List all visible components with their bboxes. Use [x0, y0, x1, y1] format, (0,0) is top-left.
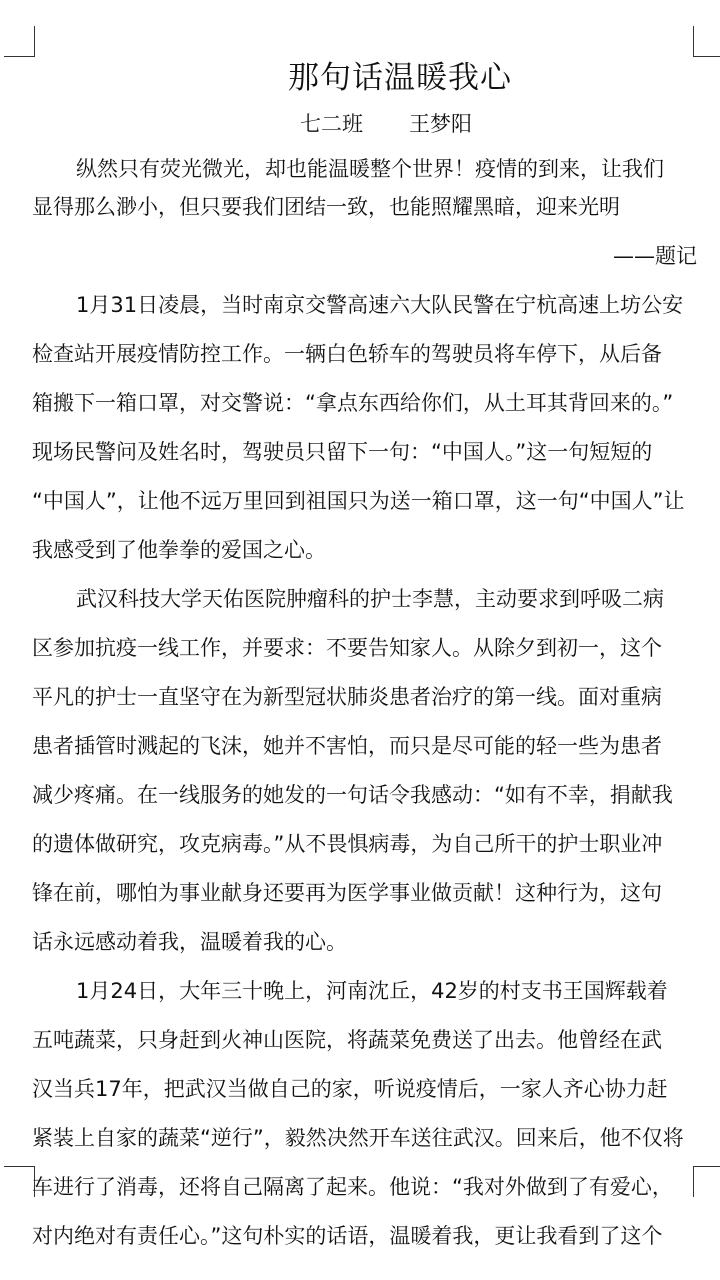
byline — [0, 107, 720, 141]
paragraph-3 — [32, 972, 697, 1255]
page-corner-mark-top-left — [4, 26, 35, 57]
paragraph-line: 车进行了消毒，还将自己隔离了起来。他说：“我对外做到了有爱心， — [32, 1175, 673, 1199]
paragraph-line: 区参加抗疫一线工作，并要求：不要告知家人。从除夕到初一，这个 — [32, 636, 662, 660]
paragraph-line: 现场民警问及姓名时，驾驶员只留下一句：“中国人。”这一句短短的 — [32, 440, 653, 464]
document-title: 那句话温暖我心 — [288, 60, 512, 96]
paragraph-line: 汉当兵17年，把武汉当做自己的家，听说疫情后，一家人齐心协力赶 — [32, 1077, 668, 1101]
paragraph-line: 我感受到了他拳拳的爱国之心。 — [32, 538, 326, 562]
page-corner-mark-bottom-right — [693, 1166, 720, 1197]
paragraph-line: 话永远感动着我，温暖着我的心。 — [32, 930, 347, 954]
paragraph-line: 1月24日，大年三十晚上，河南沈丘，42岁的村支书王国辉载着 — [76, 979, 668, 1003]
document-body — [32, 150, 697, 1255]
paragraph-line: “中国人”，让他不远万里回到祖国只为送一箱口罩，这一句“中国人”让 — [32, 489, 685, 513]
paragraph-line: 武汉科技大学天佑医院肿瘤科的护士李慧，主动要求到呼吸二病 — [76, 587, 664, 611]
class-name: 七二班 — [300, 112, 363, 136]
paragraph-line: 减少疼痛。在一线服务的她发的一句话令我感动：“如有不幸，捐献我 — [32, 783, 673, 807]
epigraph-line: 纵然只有荧光微光，却也能温暖整个世界！疫情的到来，让我们 — [76, 157, 664, 181]
paragraph-line: 紧装上自家的蔬菜“逆行”，毅然决然开车送往武汉。回来后，他不仅将 — [32, 1126, 684, 1150]
paragraph-line: 对内绝对有责任心。”这句朴实的话语，温暖着我，更让我看到了这个 — [32, 1224, 663, 1248]
paragraph-line: 箱搬下一箱口罩，对交警说：“拿点东西给你们，从土耳其背回来的。” — [32, 391, 674, 415]
paragraph-line: 五吨蔬菜，只身赶到火神山医院，将蔬菜免费送了出去。他曾经在武 — [32, 1028, 662, 1052]
paragraph-line: 1月31日凌晨，当时南京交警高速六大队民警在宁杭高速上坊公安 — [76, 293, 684, 317]
epigraph-attribution: ——题记 — [613, 244, 697, 268]
author-name: 王梦阳 — [409, 112, 472, 136]
paragraph-2 — [32, 580, 697, 961]
paragraph-line: 患者插管时溅起的飞沫，她并不害怕，而只是尽可能的轻一些为患者 — [32, 734, 662, 758]
epigraph — [32, 150, 697, 275]
paragraph-line: 检查站开展疫情防控工作。一辆白色轿车的驾驶员将车停下，从后备 — [32, 342, 662, 366]
paragraph-1 — [32, 286, 697, 569]
paragraph-line: 锋在前，哪怕为事业献身还要再为医学事业做贡献！这种行为，这句 — [32, 881, 662, 905]
paragraph-line: 平凡的护士一直坚守在为新型冠状肺炎患者治疗的第一线。面对重病 — [32, 685, 662, 709]
page-corner-mark-top-right — [693, 26, 720, 57]
page-corner-mark-bottom-left — [4, 1166, 35, 1197]
paragraph-line: 的遗体做研究，攻克病毒。”从不畏惧病毒，为自己所干的护士职业冲 — [32, 832, 663, 856]
epigraph-line: 显得那么渺小，但只要我们团结一致，也能照耀黑暗，迎来光明 — [32, 195, 620, 219]
